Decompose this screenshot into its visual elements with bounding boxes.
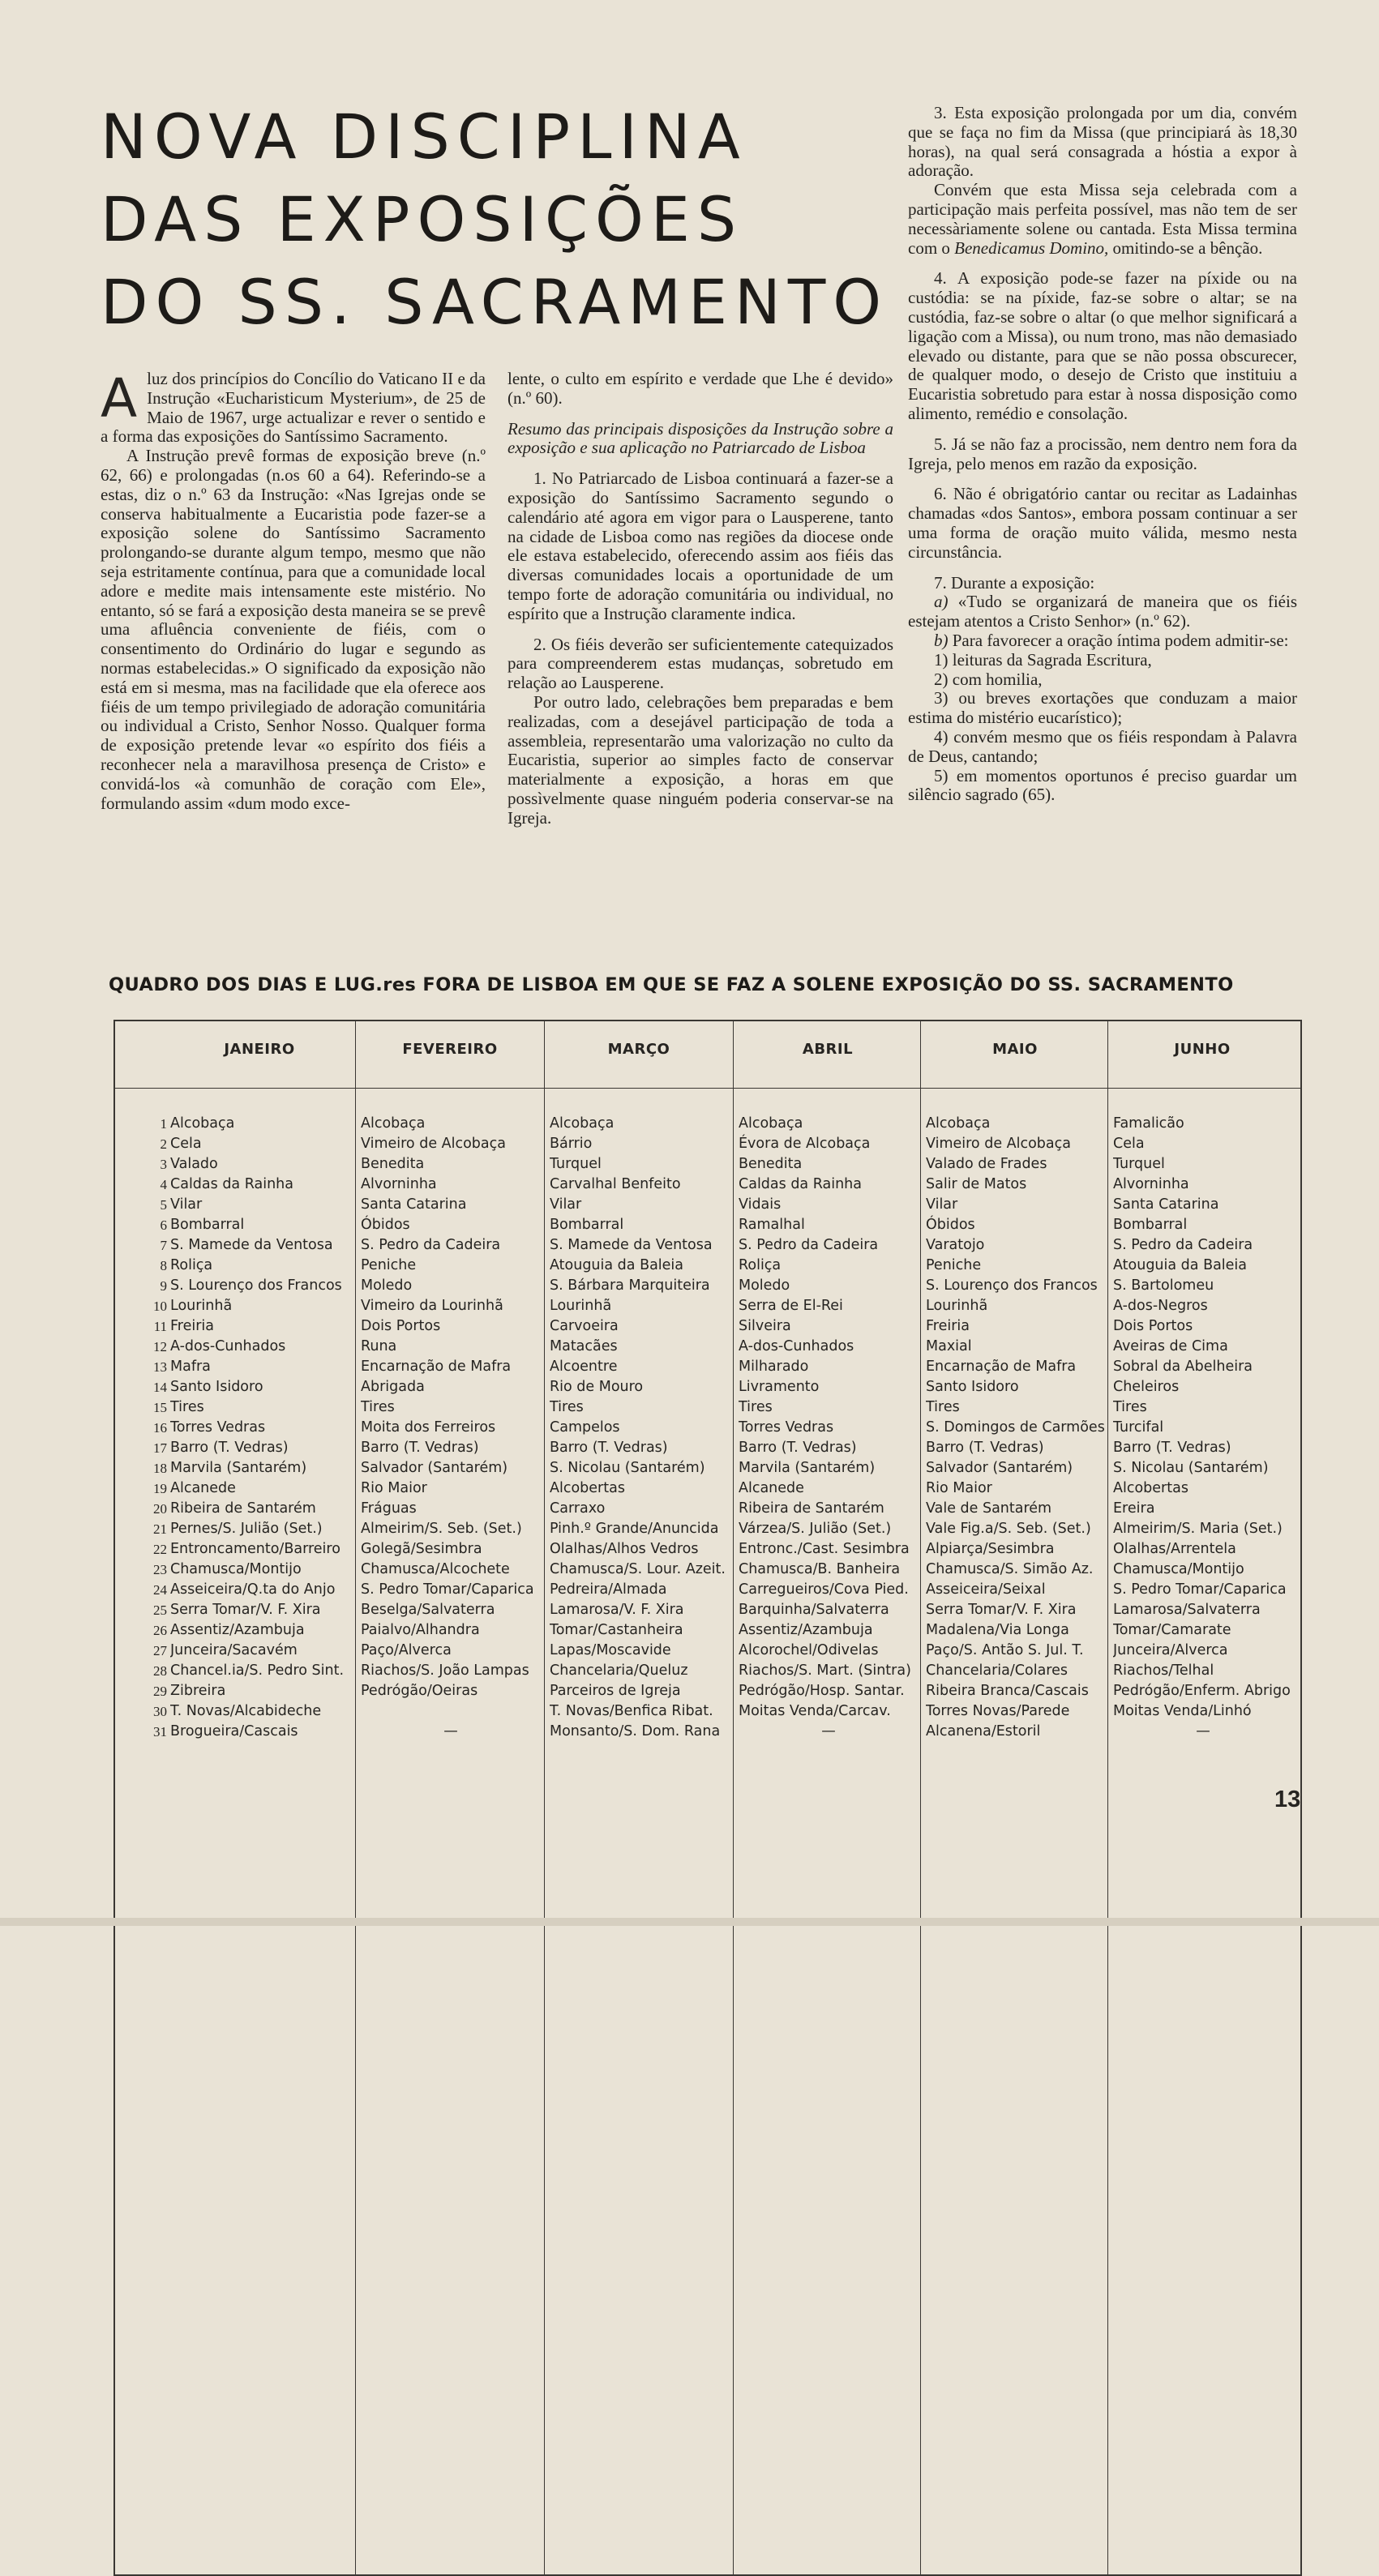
column-rule: [920, 1021, 921, 2574]
place-cell: Bombarral: [1113, 1217, 1188, 1233]
place-cell: S. Pedro da Cadeira: [1113, 1237, 1253, 1253]
place-cell: Alcoentre: [550, 1359, 618, 1375]
place-cell: Rio Maior: [926, 1480, 992, 1496]
month-header: ABRIL: [802, 1041, 854, 1058]
place-cell: Chancel.ia/S. Pedro Sint.: [170, 1662, 345, 1679]
rule-7b-item-5: 5) em momentos oportunos é preciso guardar um silêncio sagrado (65).: [908, 765, 1297, 805]
place-cell: Brogueira/Cascais: [170, 1723, 298, 1739]
place-cell: Assentiz/Azambuja: [170, 1622, 305, 1638]
rule-7b-item-4: 4) convém mesmo que os fiéis respondam à Palavra de Deus, cantando;: [908, 726, 1297, 766]
month-column: [926, 1114, 1106, 1742]
place-cell: Alvorninha: [1113, 1176, 1189, 1192]
place-cell: Carvalhal Benfeito: [550, 1176, 681, 1192]
place-cell: Chamusca/B. Banheira: [739, 1561, 901, 1577]
place-cell: Évora de Alcobaça: [739, 1136, 871, 1152]
place-cell: Moledo: [361, 1277, 413, 1294]
place-cell: Tomar/Camarate: [1113, 1622, 1231, 1638]
rule-3: 3. Esta exposição prolongada por um dia, convém que se faça no fim da Missa (que principiará às 18,30 horas), na qual será consagrada a hóstia a expor à adoração.: [908, 103, 1297, 181]
place-cell: Peniche: [926, 1257, 982, 1273]
month-column: [550, 1114, 730, 1742]
place-cell: Salvador (Santarém): [361, 1460, 508, 1476]
place-cell: Barro (T. Vedras): [926, 1440, 1044, 1456]
place-cell: Vale Fig.a/S. Seb. (Set.): [926, 1521, 1091, 1537]
day-number: 22: [153, 1542, 167, 1557]
article-column-3: [908, 104, 1297, 805]
place-cell: Óbidos: [926, 1217, 975, 1233]
place-cell: S. Mamede da Ventosa: [170, 1237, 333, 1253]
place-cell: Atouguia da Baleia: [550, 1257, 684, 1273]
place-cell: Pedrógão/Hosp. Santar.: [739, 1683, 905, 1699]
place-cell: Parceiros de Igreja: [550, 1683, 681, 1699]
place-cell: Marvila (Santarém): [170, 1460, 307, 1476]
instruction-paragraph: A Instrução prevê formas de exposição breve (n.º 62, 66) e prolongadas (n.os 60 a 64). Referindo-se a estas, diz o n.º 63 da Instrução: «Nas Igrejas onde se conserva habitualmente a Eucaristia pode fazer-se a exposição solene do Santíssimo Sacramento prolongando-se durante algum tempo, mesmo que não seja estritamente contínua, para que a comunidade local adore e medite mais intensamente este mistério. No entanto, só se fará a exposição desta maneira se se prevê uma afluência conveniente de fiéis, com o consentimento do Ordinário do lugar e segundo as normas estabelecidas.» O significado da exposição não está em si mesma, mas na facilidade que ela oferece aos fiéis de um tempo privilegiado de adoração comunitária ou individual a Cristo, Senhor Nosso. Qualquer forma de exposição pretende levar «o espírito dos fiéis a reconhecer nela a maravilhosa presença de Cristo» e convidá-los «à comunhão de coração com Ele», formulando assim «dum modo exce-: [101, 446, 486, 813]
place-cell: Atouguia da Baleia: [1113, 1257, 1248, 1273]
place-cell: S. Nicolau (Santarém): [550, 1460, 705, 1476]
place-cell: Tires: [926, 1399, 960, 1415]
rule-5: 5. Já se não faz a procissão, nem dentro nem fora da Igreja, pelo menos em razão da exposição.: [908, 434, 1297, 473]
place-cell: Torres Vedras: [739, 1419, 834, 1436]
place-cell: Pedrógão/Oeiras: [361, 1683, 478, 1699]
place-cell: Bombarral: [550, 1217, 624, 1233]
place-cell: Tires: [170, 1399, 204, 1415]
place-cell: Freiria: [170, 1318, 215, 1334]
column-rule: [544, 1021, 545, 2574]
day-number: 29: [153, 1684, 167, 1699]
day-number: 19: [153, 1481, 167, 1496]
place-cell: Barro (T. Vedras): [550, 1440, 668, 1456]
day-number: 26: [153, 1623, 167, 1638]
column-rule: [355, 1021, 356, 2574]
place-cell: Paialvo/Alhandra: [361, 1622, 480, 1638]
place-cell: Tires: [1113, 1399, 1147, 1415]
place-cell: Alcobaça: [170, 1115, 235, 1132]
continuation-paragraph: lente, o culto em espírito e verdade que Lhe é devido» (n.º 60).: [507, 369, 893, 408]
place-cell: S. Bartolomeu: [1113, 1277, 1214, 1294]
schedule-table: [113, 1020, 1302, 2576]
place-cell: Barro (T. Vedras): [361, 1440, 479, 1456]
place-cell: Lourinhã: [550, 1298, 612, 1314]
place-cell: Entronc./Cast. Sesimbra: [739, 1541, 910, 1557]
day-number: 4: [160, 1177, 167, 1192]
place-cell: Livramento: [739, 1379, 820, 1395]
day-number: 8: [160, 1258, 167, 1273]
place-cell: S. Pedro da Cadeira: [739, 1237, 879, 1253]
place-cell: —: [443, 1723, 458, 1739]
place-cell: Matacães: [550, 1338, 618, 1354]
month-header: JANEIRO: [224, 1041, 295, 1058]
place-cell: Lamarosa/V. F. Xira: [550, 1602, 684, 1618]
place-cell: Peniche: [361, 1257, 417, 1273]
place-cell: Dois Portos: [1113, 1318, 1193, 1334]
place-cell: —: [1196, 1723, 1210, 1739]
rule-1: 1. No Patriarcado de Lisboa continuará a fazer-se a exposição do Santíssimo Sacramento segundo o calendário até agora em vigor para o Lausperene, tanto na cidade de Lisboa como nas regiões da diocese onde ele estava estabelecido, oferecendo assim aos fiéis das diversas comunidades locais a oportunidade de um tempo forte de adoração comunitária ou individual, no espírito que a Instrução claramente indica.: [507, 469, 893, 623]
place-cell: Santo Isidoro: [926, 1379, 1019, 1395]
day-number: 9: [160, 1278, 167, 1294]
day-number: 20: [153, 1501, 167, 1517]
place-cell: Lourinhã: [170, 1298, 233, 1314]
day-number: 24: [153, 1582, 167, 1598]
day-number: 18: [153, 1461, 167, 1476]
place-cell: Cheleiros: [1113, 1379, 1180, 1395]
place-cell: Alcanede: [170, 1480, 236, 1496]
drop-cap: A: [101, 367, 138, 430]
place-cell: Entroncamento/Barreiro: [170, 1541, 340, 1557]
place-cell: Caldas da Rainha: [739, 1176, 862, 1192]
place-cell: Ramalhal: [739, 1217, 805, 1233]
day-number: 3: [160, 1157, 167, 1172]
place-cell: Cela: [1113, 1136, 1145, 1152]
month-header: JUNHO: [1174, 1041, 1231, 1058]
day-number: 6: [160, 1217, 167, 1233]
place-cell: S. Pedro Tomar/Caparica: [361, 1581, 534, 1598]
place-cell: Almeirim/S. Maria (Set.): [1113, 1521, 1283, 1537]
table-heading: QUADRO DOS DIAS E LUG.res FORA DE LISBOA EM QUE SE FAZ A SOLENE EXPOSIÇÃO DO SS. SACRAMENTO: [109, 974, 1234, 995]
place-cell: Vimeiro de Alcobaça: [361, 1136, 506, 1152]
place-cell: Lapas/Moscavide: [550, 1642, 671, 1658]
place-cell: Moita dos Ferreiros: [361, 1419, 496, 1436]
place-cell: S. Bárbara Marquiteira: [550, 1277, 710, 1294]
place-cell: Carvoeira: [550, 1318, 619, 1334]
place-cell: Olalhas/Alhos Vedros: [550, 1541, 699, 1557]
month-column: [361, 1114, 541, 1742]
day-number: 28: [153, 1663, 167, 1679]
place-cell: Alcobertas: [550, 1480, 625, 1496]
place-cell: Santa Catarina: [1113, 1196, 1219, 1213]
day-number: 13: [153, 1359, 167, 1375]
place-cell: Almeirim/S. Seb. (Set.): [361, 1521, 522, 1537]
place-cell: Vilar: [926, 1196, 958, 1213]
day-numbers: [115, 1114, 167, 1742]
place-cell: Vimeiro de Alcobaça: [926, 1136, 1071, 1152]
title-line-2: DAS EXPOSIÇÕES: [101, 183, 744, 255]
scan-edge: [0, 1918, 1379, 1926]
place-cell: Marvila (Santarém): [739, 1460, 876, 1476]
page-title: [101, 96, 911, 344]
place-cell: Zibreira: [170, 1683, 226, 1699]
place-cell: Pedreira/Almada: [550, 1581, 667, 1598]
place-cell: Várzea/S. Julião (Set.): [739, 1521, 892, 1537]
place-cell: Turquel: [550, 1156, 602, 1172]
place-cell: Bárrio: [550, 1136, 593, 1152]
header-rule: [115, 1088, 1300, 1089]
place-cell: Asseiceira/Q.ta do Anjo: [170, 1581, 336, 1598]
place-cell: S. Nicolau (Santarém): [1113, 1460, 1269, 1476]
rule-7: 7. Durante a exposição:: [934, 572, 1095, 593]
place-cell: Ribeira de Santarém: [170, 1500, 316, 1517]
day-number: 15: [153, 1400, 167, 1415]
place-cell: S. Domingos de Carmões: [926, 1419, 1105, 1436]
place-cell: Vidais: [739, 1196, 782, 1213]
place-cell: Abrigada: [361, 1379, 425, 1395]
place-cell: Santo Isidoro: [170, 1379, 263, 1395]
place-cell: Silveira: [739, 1318, 791, 1334]
place-cell: Tires: [550, 1399, 584, 1415]
month-header: MAIO: [992, 1041, 1038, 1058]
place-cell: Paço/Alverca: [361, 1642, 452, 1658]
place-cell: Mafra: [170, 1359, 211, 1375]
place-cell: Salvador (Santarém): [926, 1460, 1073, 1476]
place-cell: Serra de El-Rei: [739, 1298, 843, 1314]
place-cell: Benedita: [739, 1156, 803, 1172]
day-number: 23: [153, 1562, 167, 1577]
place-cell: Benedita: [361, 1156, 425, 1172]
place-cell: Olalhas/Arrentela: [1113, 1541, 1236, 1557]
column-rule: [733, 1021, 734, 2574]
month-column: [170, 1114, 350, 1742]
month-column: [1113, 1114, 1293, 1742]
place-cell: Junceira/Sacavém: [170, 1642, 298, 1658]
day-number: 12: [153, 1339, 167, 1354]
place-cell: Encarnação de Mafra: [926, 1359, 1077, 1375]
place-cell: Valado de Frades: [926, 1156, 1047, 1172]
place-cell: Riachos/S. João Lampas: [361, 1662, 529, 1679]
place-cell: Assentiz/Azambuja: [739, 1622, 873, 1638]
article-column-1: [101, 367, 486, 813]
rule-7b: b) Para favorecer a oração íntima podem admitir-se:: [934, 630, 1289, 650]
rule-6: 6. Não é obrigatório cantar ou recitar as Ladainhas chamadas «dos Santos», embora possam continuar a ser uma forma de oração muito válida, mesmo nesta circunstância.: [908, 484, 1297, 562]
place-cell: Turcifal: [1113, 1419, 1164, 1436]
month-header: FEVEREIRO: [402, 1041, 498, 1058]
place-cell: Vimeiro da Lourinhã: [361, 1298, 503, 1314]
place-cell: Runa: [361, 1338, 397, 1354]
place-cell: Óbidos: [361, 1217, 410, 1233]
place-cell: Pinh.º Grande/Anuncida: [550, 1521, 719, 1537]
place-cell: Moitas Venda/Linhó: [1113, 1703, 1252, 1719]
place-cell: Chamusca/Montijo: [1113, 1561, 1244, 1577]
place-cell: Ereira: [1113, 1500, 1155, 1517]
place-cell: Beselga/Salvaterra: [361, 1602, 495, 1618]
day-number: 1: [160, 1116, 167, 1132]
place-cell: Salir de Matos: [926, 1176, 1027, 1192]
day-number: 17: [153, 1440, 167, 1456]
column-rule: [1107, 1021, 1108, 2574]
rule-7b-item-3: 3) ou breves exortações que conduzam a maior estima do mistério eucarístico);: [908, 688, 1297, 728]
place-cell: T. Novas/Benfica Ribat.: [550, 1703, 713, 1719]
place-cell: Encarnação de Mafra: [361, 1359, 512, 1375]
day-number: 21: [153, 1521, 167, 1537]
place-cell: Vilar: [170, 1196, 203, 1213]
day-number: 7: [160, 1238, 167, 1253]
place-cell: Cela: [170, 1136, 202, 1152]
place-cell: Golegã/Sesimbra: [361, 1541, 482, 1557]
place-cell: Asseiceira/Seixal: [926, 1581, 1046, 1598]
place-cell: Bombarral: [170, 1217, 245, 1233]
place-cell: Alcanede: [739, 1480, 804, 1496]
place-cell: Alcobertas: [1113, 1480, 1188, 1496]
intro-paragraph: luz dos princípios do Concílio do Vaticano II e da Instrução «Eucharisticum Mysterium», de 25 de Maio de 1967, urge actualizar e rever o sentido e a forma das exposições do Santíssimo Sacramento.: [101, 369, 486, 447]
place-cell: Roliça: [170, 1257, 213, 1273]
place-cell: Alcobaça: [550, 1115, 615, 1132]
title-line-3: DO SS. SACRAMENTO: [101, 266, 889, 338]
place-cell: Turquel: [1113, 1156, 1165, 1172]
day-number: 31: [153, 1724, 167, 1739]
place-cell: Moitas Venda/Carcav.: [739, 1703, 891, 1719]
place-cell: Paço/S. Antão S. Jul. T.: [926, 1642, 1084, 1658]
place-cell: Chamusca/Montijo: [170, 1561, 302, 1577]
place-cell: Alcobaça: [361, 1115, 426, 1132]
place-cell: Ribeira de Santarém: [739, 1500, 884, 1517]
place-cell: Riachos/Telhal: [1113, 1662, 1214, 1679]
place-cell: Chamusca/Alcochete: [361, 1561, 510, 1577]
place-cell: Santa Catarina: [361, 1196, 467, 1213]
place-cell: Aveiras de Cima: [1113, 1338, 1228, 1354]
day-number: 25: [153, 1603, 167, 1618]
place-cell: —: [821, 1723, 836, 1739]
place-cell: Rio de Mouro: [550, 1379, 644, 1395]
rule-3-continued: Convém que esta Missa seja celebrada com a participação mais perfeita possível, mas não tem de ser necessàriamente solene ou cantada. Esta Missa termina com o Benedicamus Domino, omitindo-se a bênção.: [908, 180, 1297, 258]
place-cell: Ribeira Branca/Cascais: [926, 1683, 1089, 1699]
place-cell: Junceira/Alverca: [1113, 1642, 1228, 1658]
month-column: [739, 1114, 919, 1742]
place-cell: Dois Portos: [361, 1318, 441, 1334]
place-cell: Tires: [361, 1399, 395, 1415]
day-number: 27: [153, 1643, 167, 1658]
place-cell: Moledo: [739, 1277, 790, 1294]
place-cell: Alcobaça: [926, 1115, 991, 1132]
place-cell: Torres Novas/Parede: [926, 1703, 1070, 1719]
place-cell: Lamarosa/Salvaterra: [1113, 1602, 1261, 1618]
place-cell: Lourinhã: [926, 1298, 988, 1314]
day-number: 14: [153, 1380, 167, 1395]
place-cell: Barro (T. Vedras): [1113, 1440, 1231, 1456]
day-number: 30: [153, 1704, 167, 1719]
place-cell: Serra Tomar/V. F. Xira: [926, 1602, 1077, 1618]
summary-heading: Resumo das principais disposições da Instrução sobre a exposição e sua aplicação no Patriarcado de Lisboa: [507, 418, 893, 458]
place-cell: Chancelaria/Colares: [926, 1662, 1068, 1679]
month-header: MARÇO: [607, 1041, 670, 1058]
place-cell: Torres Vedras: [170, 1419, 266, 1436]
rule-7b-item-2: 2) com homilia,: [934, 669, 1043, 689]
place-cell: Barquinha/Salvaterra: [739, 1602, 889, 1618]
place-cell: Maxial: [926, 1338, 972, 1354]
title-line-1: NOVA DISCIPLINA: [101, 101, 747, 173]
place-cell: Pernes/S. Julião (Set.): [170, 1521, 323, 1537]
place-cell: S. Mamede da Ventosa: [550, 1237, 713, 1253]
place-cell: Pedrógão/Enferm. Abrigo: [1113, 1683, 1291, 1699]
place-cell: Valado: [170, 1156, 218, 1172]
place-cell: T. Novas/Alcabideche: [170, 1703, 322, 1719]
place-cell: Madalena/Via Longa: [926, 1622, 1069, 1638]
place-cell: Carregueiros/Cova Pied.: [739, 1581, 909, 1598]
place-cell: Carraxo: [550, 1500, 606, 1517]
place-cell: Freiria: [926, 1318, 970, 1334]
place-cell: Campelos: [550, 1419, 620, 1436]
place-cell: Chamusca/S. Lour. Azeit.: [550, 1561, 726, 1577]
rule-4: 4. A exposição pode-se fazer na píxide ou na custódia: se na píxide, faz-se sobre o altar; se na custódia, faz-se sobre o altar (o que melhor significará a ligação com a Missa), ou num trono, mas não demasiado elevado ou distante, para que se não possa obscurecer, de qualquer modo, o desejo de Cristo que instituiu a Eucaristia sobretudo para estar à nossa disposição como alimento, remédio e consolação.: [908, 268, 1297, 423]
place-cell: Chancelaria/Queluz: [550, 1662, 688, 1679]
place-cell: Barro (T. Vedras): [739, 1440, 857, 1456]
place-cell: Alpiarça/Sesimbra: [926, 1541, 1055, 1557]
place-cell: Barro (T. Vedras): [170, 1440, 289, 1456]
place-cell: Tires: [739, 1399, 773, 1415]
place-cell: Vilar: [550, 1196, 582, 1213]
place-cell: A-dos-Negros: [1113, 1298, 1208, 1314]
place-cell: Caldas da Rainha: [170, 1176, 293, 1192]
rule-7a: a) «Tudo se organizará de maneira que os fiéis estejam atentos a Cristo Senhor» (n.º 62).: [908, 592, 1297, 631]
place-cell: S. Pedro da Cadeira: [361, 1237, 501, 1253]
rule-7b-item-1: 1) leituras da Sagrada Escritura,: [934, 649, 1152, 670]
place-cell: A-dos-Cunhados: [170, 1338, 286, 1354]
page-number: 13: [1274, 1787, 1301, 1812]
place-cell: Tomar/Castanheira: [550, 1622, 683, 1638]
place-cell: Chamusca/S. Simão Az.: [926, 1561, 1094, 1577]
place-cell: Riachos/S. Mart. (Sintra): [739, 1662, 911, 1679]
day-number: 2: [160, 1136, 167, 1152]
place-cell: Fráguas: [361, 1500, 417, 1517]
place-cell: Sobral da Abelheira: [1113, 1359, 1253, 1375]
place-cell: Varatojo: [926, 1237, 985, 1253]
day-number: 16: [153, 1420, 167, 1436]
place-cell: Serra Tomar/V. F. Xira: [170, 1602, 321, 1618]
place-cell: S. Pedro Tomar/Caparica: [1113, 1581, 1287, 1598]
day-number: 11: [153, 1319, 167, 1334]
place-cell: Alcanena/Estoril: [926, 1723, 1041, 1739]
place-cell: Vale de Santarém: [926, 1500, 1052, 1517]
place-cell: Alcobaça: [739, 1115, 803, 1132]
article-column-2: [507, 370, 893, 828]
rule-2: 2. Os fiéis deverão ser suficientemente catequizados para compreenderem estas mudanças, sobretudo em relação ao Lausperene.: [507, 634, 893, 693]
rule-2-continued: Por outro lado, celebrações bem preparadas e bem realizadas, com a desejável participação de toda a assembleia, representarão uma valorização no culto da Eucaristia, superior ao simples facto de conservar materialmente a exposição, a horas em que possìvelmente quase ninguém poderia conservar-se na Igreja.: [507, 691, 893, 828]
place-cell: Milharado: [739, 1359, 809, 1375]
place-cell: Rio Maior: [361, 1480, 427, 1496]
place-cell: Monsanto/S. Dom. Rana: [550, 1723, 721, 1739]
place-cell: Famalicão: [1113, 1115, 1184, 1132]
place-cell: S. Lourenço dos Francos: [926, 1277, 1098, 1294]
place-cell: Alvorninha: [361, 1176, 437, 1192]
place-cell: A-dos-Cunhados: [739, 1338, 854, 1354]
day-number: 10: [153, 1299, 167, 1314]
place-cell: S. Lourenço dos Francos: [170, 1277, 342, 1294]
day-number: 5: [160, 1197, 167, 1213]
place-cell: [361, 1701, 541, 1722]
place-cell: Alcorochel/Odivelas: [739, 1642, 879, 1658]
place-cell: Roliça: [739, 1257, 782, 1273]
